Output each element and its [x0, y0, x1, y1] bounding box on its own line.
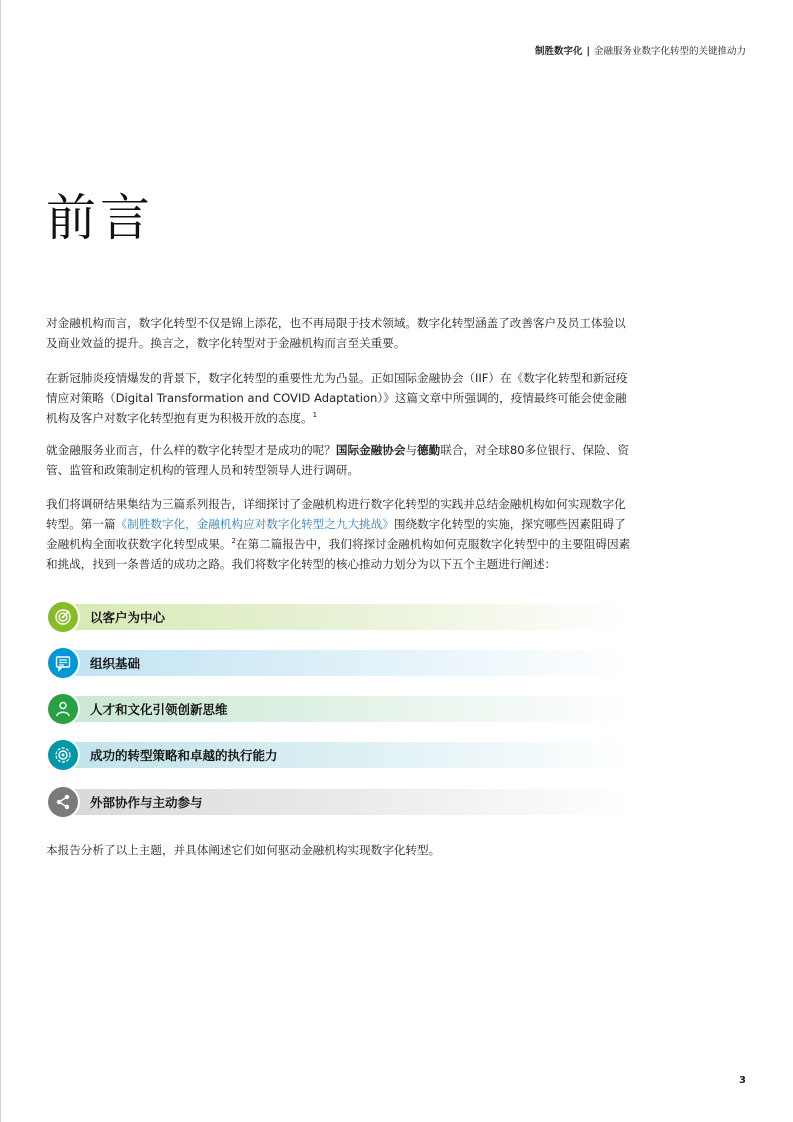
header-subtitle: 金融服务业数字化转型的关键推动力 [593, 46, 746, 57]
document-icon [48, 648, 78, 678]
target-icon [48, 602, 78, 632]
paragraph-survey-before: 就金融服务业而言，什么样的数字化转型才是成功的呢？ [46, 443, 336, 457]
org-deloitte: 德勤 [417, 443, 441, 457]
theme-label: 人才和文化引领创新思维 [90, 702, 228, 717]
header-separator: | [586, 46, 590, 57]
footnote-ref-1[interactable]: 1 [312, 411, 318, 420]
paragraph-covid-text: 在新冠肺炎疫情爆发的背景下，数字化转型的重要性尤为凸显。正如国际金融协会（IIF）在《数字化转型和新冠疫情应对策略（Digital Transformation and COVID Adaptation）》这篇文章中所强调的，疫情最终可能会使金融机构及客户对数字化转型抱有更为积极开放的态度。 [46, 371, 628, 425]
paragraph-survey-after: 联合，对全球80多位银行、保险、资管、监管和政策制定机构的管理人员和转型领导人进行调研。 [46, 443, 629, 477]
paragraph-survey-and: 与 [405, 443, 418, 457]
theme-customer-centric [48, 600, 632, 634]
theme-label: 成功的转型策略和卓越的执行能力 [90, 748, 278, 763]
page-edge-rule [0, 0, 1, 1122]
theme-label: 以客户为中心 [90, 610, 166, 625]
paragraph-series-part1: 我们将调研结果集结为三篇系列报告，详细探讨了金融机构进行数字化转型的实践并总结金融机构如何实现数字化转型。第一篇 [46, 497, 626, 531]
theme-label: 组织基础 [90, 656, 141, 671]
paragraph-series [46, 494, 632, 574]
cycle-icon [48, 740, 78, 770]
theme-label: 外部协作与主动参与 [90, 795, 203, 810]
header-brand: 制胜数字化 [534, 46, 583, 57]
share-icon [48, 787, 78, 817]
page-number: 3 [739, 1075, 746, 1086]
paragraph-survey [46, 440, 632, 480]
person-icon [48, 694, 78, 724]
theme-organizational-foundation [48, 646, 632, 680]
page-title: 前言 [46, 189, 154, 247]
paragraph-closing: 本报告分析了以上主题，并具体阐述它们如何驱动金融机构实现数字化转型。 [46, 843, 441, 857]
report-link[interactable]: 《制胜数字化，金融机构应对数字化转型之九大挑战》 [115, 517, 394, 531]
org-iif: 国际金融协会 [335, 443, 406, 457]
footnote-ref-2[interactable]: 2 [231, 537, 236, 546]
theme-bar [62, 650, 632, 676]
running-header [535, 43, 746, 57]
paragraph-series-part2: 围绕数字化转型的实施，探究哪些因素阻碍了金融机构全面收获数字化转型成果。 [46, 517, 626, 551]
paragraph-series-part3: 在第二篇报告中，我们将探讨金融机构如何克服数字化转型中的主要阻碍因素和挑战，找到一条普适的成功之路。我们将数字化转型的核心推动力划分为以下五个主题进行阐述： [46, 537, 631, 571]
theme-talent-culture [48, 692, 632, 726]
paragraph-covid [46, 368, 632, 428]
theme-strategy-execution [48, 738, 632, 772]
theme-external-collaboration [48, 785, 632, 819]
paragraph-intro: 对金融机构而言，数字化转型不仅是锦上添花，也不再局限于技术领域。数字化转型涵盖了改善客户及员工体验以及商业效益的提升。换言之，数字化转型对于金融机构而言至关重要。 [46, 316, 626, 350]
